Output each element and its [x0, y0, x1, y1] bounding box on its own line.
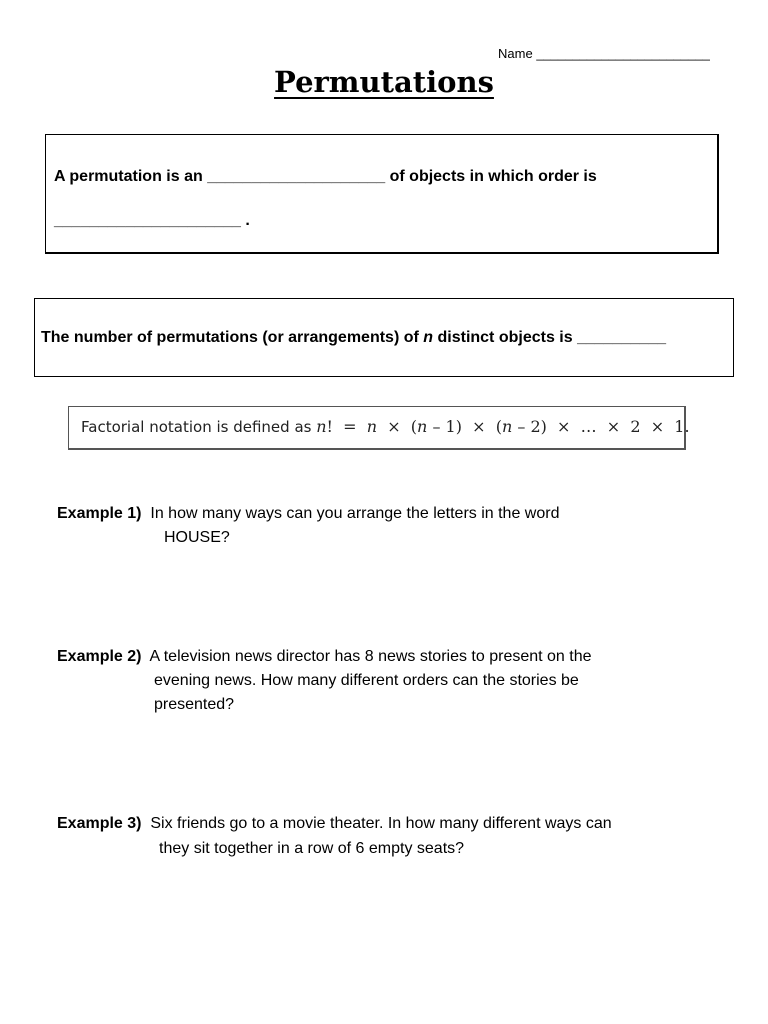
example-3-line-1: Six friends go to a movie theater. In how many different ways can	[150, 815, 612, 832]
example-2-line-1: A television news director has 8 news stories to present on the	[149, 648, 592, 665]
count-text-after: distinct objects is __________	[433, 329, 667, 346]
definition-line-1: A permutation is an ____________________ of objects in which order is	[54, 168, 597, 185]
definition-box	[45, 134, 719, 254]
example-3-label: Example 3)	[57, 815, 142, 832]
example-1-line-1: In how many ways can you arrange the letters in the word	[150, 505, 560, 522]
page-title: Permutations	[274, 65, 494, 99]
name-blank[interactable]: ________________________	[536, 46, 710, 61]
count-text-before: The number of permutations (or arrangements) of	[41, 329, 424, 346]
factorial-definition	[81, 417, 690, 436]
example-2-label: Example 2)	[57, 648, 142, 665]
example-3-line-2: they sit together in a row of 6 empty seats?	[159, 840, 465, 857]
permutation-count-statement	[41, 329, 666, 347]
permutation-count-box	[34, 298, 734, 377]
example-1	[57, 502, 559, 526]
name-field[interactable]	[498, 46, 710, 62]
example-2	[57, 645, 592, 669]
example-1-line-2: HOUSE?	[164, 529, 230, 546]
factorial-formula: n! = n × (n – 1) × (n – 2) × … × 2 × 1.	[316, 417, 690, 436]
factorial-text: Factorial notation is defined as	[81, 418, 312, 436]
factorial-definition-box	[68, 406, 690, 450]
example-2-line-2: evening news. How many different orders can the stories be	[154, 672, 579, 689]
example-1-label: Example 1)	[57, 505, 142, 522]
example-3	[57, 812, 612, 836]
count-variable: n	[423, 329, 434, 346]
definition-line-2: _____________________ .	[54, 212, 250, 229]
name-label: Name	[498, 46, 533, 61]
example-2-line-3: presented?	[154, 696, 235, 713]
